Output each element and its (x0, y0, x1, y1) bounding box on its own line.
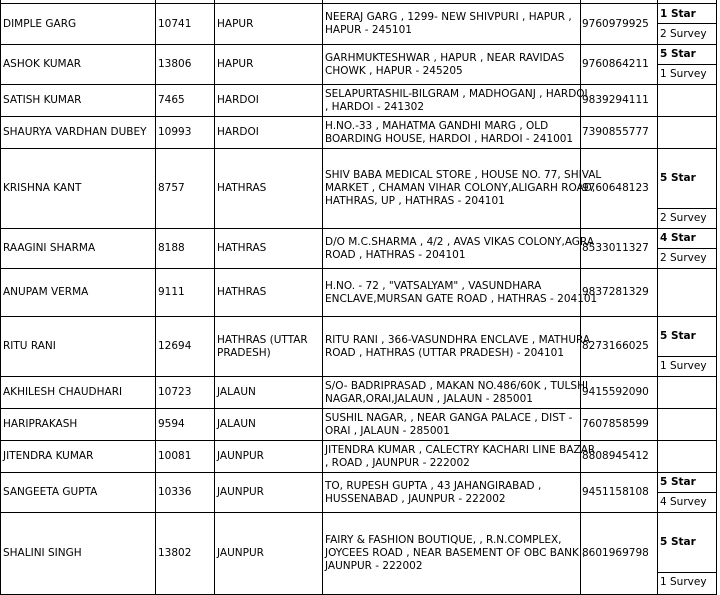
code-cell (158, 317, 212, 376)
district-cell (217, 441, 321, 472)
name-cell-text: ASHOK KUMAR (3, 58, 82, 70)
survey-count: 2 Survey (660, 252, 707, 264)
phone-cell-text: 8273166025 (582, 340, 649, 352)
name-cell (3, 317, 153, 376)
name-cell-text: RITU RANI (3, 340, 56, 352)
code-cell (158, 377, 212, 408)
code-cell-text: 10741 (158, 17, 192, 30)
district-cell-text: HATHRAS (217, 182, 267, 194)
phone-cell-text: 9415592090 (582, 386, 649, 398)
name-cell (3, 409, 153, 440)
phone-cell (582, 117, 656, 148)
address-cell-line: JITENDRA KUMAR , CALECTRY KACHARI LINE BAZAR (325, 443, 596, 456)
address-cell (325, 229, 595, 268)
address-cell-line: HATHRAS, UP , HATHRAS - 204101 (325, 195, 505, 207)
phone-cell-text: 7390855777 (582, 126, 649, 138)
address-cell-line: JAUNPUR - 222002 (325, 560, 423, 572)
code-cell (158, 473, 212, 512)
code-cell (158, 441, 212, 472)
grid-line (657, 0, 658, 595)
star-rating: 5 Star (660, 48, 696, 60)
address-cell-line: ORAI , JALAUN - 285001 (325, 424, 450, 437)
grid-line (657, 248, 716, 249)
phone-cell-text: 8533011327 (582, 242, 649, 254)
phone-cell (582, 85, 656, 116)
district-cell-text: HATHRAS (217, 242, 267, 254)
code-cell-text: 8757 (158, 182, 185, 194)
address-cell-line: JOYCEES ROAD , NEAR BASEMENT OF OBC BANK , (325, 547, 586, 559)
phone-cell (582, 229, 656, 268)
district-cell (217, 45, 321, 84)
name-cell-text: SATISH KUMAR (3, 94, 82, 106)
name-cell (3, 269, 153, 316)
phone-cell (582, 4, 656, 44)
phone-cell (582, 409, 656, 440)
district-cell-text: HATHRAS (217, 286, 267, 298)
survey-count: 2 Survey (660, 28, 707, 40)
address-cell (325, 4, 580, 44)
code-cell-text: 10081 (158, 450, 192, 462)
code-cell (158, 269, 212, 316)
address-cell-line: NEERAJ GARG , 1299- NEW SHIVPURI , HAPUR , (325, 11, 572, 23)
address-cell (325, 117, 580, 148)
district-cell (217, 317, 321, 376)
address-cell-line: ROAD , HATHRAS - 204101 (325, 248, 466, 261)
name-cell (3, 45, 153, 84)
phone-cell-text: 7607858599 (582, 418, 649, 430)
name-cell-text: SHAURYA VARDHAN DUBEY (3, 126, 147, 138)
address-cell-line: SELAPURTASHIL-BILGRAM , MADHOGANJ , HARDOI (325, 87, 588, 100)
code-cell-text: 10336 (158, 486, 192, 498)
address-cell-line: HUSSENABAD , JAUNPUR - 222002 (325, 492, 506, 505)
grid-line (155, 0, 156, 595)
name-cell (3, 441, 153, 472)
address-cell-line: BOARDING HOUSE, HARDOI , HARDOI - 241001 (325, 132, 574, 145)
code-cell-text: 8188 (158, 242, 185, 254)
name-cell-text: RAAGINI SHARMA (3, 242, 96, 254)
address-cell (325, 377, 589, 408)
address-cell-line: SUSHIL NAGAR, , NEAR GANGA PALACE , DIST - (325, 411, 573, 424)
name-cell-text: DIMPLE GARG (3, 17, 77, 30)
phone-cell-text: 9451158108 (582, 486, 649, 498)
code-cell (158, 4, 212, 44)
district-cell-text: JAUNPUR (217, 486, 264, 498)
grid-line (657, 23, 716, 24)
district-cell-line: PRADESH) (217, 346, 271, 359)
address-cell (325, 317, 591, 376)
grid-line (657, 492, 716, 493)
grid-line (322, 0, 323, 595)
name-cell (3, 473, 153, 512)
phone-cell-text: 9837281329 (582, 286, 649, 298)
survey-count: 1 Survey (660, 68, 707, 80)
name-cell (3, 513, 153, 594)
phone-cell-text: 8808945412 (582, 450, 649, 462)
star-rating: 1 Star (660, 8, 696, 20)
district-cell-line: HATHRAS (UTTAR (217, 333, 308, 346)
address-cell-line: MARKET , CHAMAN VIHAR COLONY,ALIGARH ROAD, (325, 182, 596, 194)
code-cell-text: 7465 (158, 94, 185, 106)
district-cell-text: HARDOI (217, 126, 259, 138)
district-cell (217, 473, 321, 512)
district-cell-text: HAPUR (217, 58, 254, 70)
code-cell (158, 229, 212, 268)
code-cell-text: 10993 (158, 126, 192, 138)
star-rating: 5 Star (660, 330, 696, 342)
code-cell-text: 10723 (158, 386, 192, 398)
address-cell-line: TO, RUPESH GUPTA , 43 JAHANGIRABAD , (325, 479, 542, 492)
star-rating: 5 Star (660, 536, 696, 548)
code-cell (158, 513, 212, 594)
star-rating: 4 Star (660, 232, 696, 244)
name-cell-text: ANUPAM VERMA (3, 286, 89, 298)
district-cell (217, 513, 321, 594)
phone-cell (582, 317, 656, 376)
code-cell (158, 117, 212, 148)
phone-cell (582, 45, 656, 84)
address-cell-line: , HARDOI - 241302 (325, 100, 425, 113)
phone-cell (582, 441, 656, 472)
district-cell (217, 85, 321, 116)
district-cell-text: JALAUN (217, 418, 256, 430)
address-cell-line: RITU RANI , 366-VASUNDHRA ENCLAVE , MATHURA (325, 333, 591, 346)
name-cell-text: JITENDRA KUMAR (3, 450, 94, 462)
name-cell (3, 85, 153, 116)
phone-cell (582, 377, 656, 408)
address-cell-line: FAIRY & FASHION BOUTIQUE, , R.N.COMPLEX, (325, 534, 562, 546)
address-cell-line: ROAD , HATHRAS (UTTAR PRADESH) - 204101 (325, 346, 565, 359)
district-cell-text: JAUNPUR (217, 547, 264, 559)
code-cell (158, 149, 212, 228)
name-cell-text: AKHILESH CHAUDHARI (3, 386, 123, 398)
district-cell-text: HAPUR (217, 17, 254, 30)
district-cell (217, 377, 321, 408)
district-cell-text: HARDOI (217, 94, 259, 106)
address-cell (325, 409, 580, 440)
code-cell-text: 13802 (158, 547, 192, 559)
name-cell (3, 229, 153, 268)
address-cell (325, 441, 596, 472)
phone-cell-text: 9839294111 (582, 94, 649, 106)
code-cell-text: 9594 (158, 418, 185, 430)
district-cell-text: JAUNPUR (217, 450, 264, 462)
code-cell-text: 13806 (158, 58, 192, 70)
district-cell (217, 409, 321, 440)
district-cell (217, 117, 321, 148)
grid-line (716, 0, 717, 595)
code-cell (158, 409, 212, 440)
name-cell (3, 377, 153, 408)
address-cell-line: H.NO.-33 , MAHATMA GANDHI MARG , OLD (325, 119, 549, 132)
grid-line (214, 0, 215, 595)
address-cell (325, 45, 580, 84)
survey-count: 1 Survey (660, 360, 707, 372)
grid-line (657, 572, 716, 573)
name-cell (3, 4, 153, 44)
grid-line (657, 208, 716, 209)
survey-count: 1 Survey (660, 576, 707, 588)
district-cell (217, 269, 321, 316)
phone-cell (582, 149, 656, 228)
address-cell-line: S/O- BADRIPRASAD , MAKAN NO.486/60K , TULSHI (325, 379, 589, 392)
address-cell (325, 473, 580, 512)
address-cell-line: H.NO. - 72 , "VATSALYAM" , VASUNDHARA (325, 279, 542, 292)
code-cell (158, 85, 212, 116)
address-cell-line: D/O M.C.SHARMA , 4/2 , AVAS VIKAS COLONY,AGRA (325, 235, 595, 248)
phone-cell (582, 513, 656, 594)
phone-cell-text: 9760864211 (582, 58, 649, 70)
code-cell-text: 9111 (158, 286, 185, 298)
star-rating: 5 Star (660, 476, 696, 488)
phone-cell-text: 9760648123 (582, 182, 649, 194)
name-cell-text: SANGEETA GUPTA (3, 486, 98, 498)
code-cell-text: 12694 (158, 340, 192, 352)
phone-cell-text: 8601969798 (582, 547, 649, 559)
phone-cell (582, 269, 656, 316)
district-cell (217, 4, 321, 44)
address-cell (325, 85, 588, 116)
district-cell (217, 229, 321, 268)
name-cell (3, 117, 153, 148)
address-cell (325, 513, 586, 594)
address-cell (325, 269, 598, 316)
address-cell (325, 149, 602, 228)
grid-line (0, 0, 1, 595)
address-cell-line: GARHMUKTESHWAR , HAPUR , NEAR RAVIDAS (325, 51, 565, 64)
address-cell-line: ENCLAVE,MURSAN GATE ROAD , HATHRAS - 204101 (325, 292, 598, 305)
survey-count: 4 Survey (660, 496, 707, 508)
survey-count: 2 Survey (660, 212, 707, 224)
address-cell-line: NAGAR,ORAI,JALAUN , JALAUN - 285001 (325, 392, 533, 405)
name-cell-text: SHALINI SINGH (3, 547, 82, 559)
star-rating: 5 Star (660, 172, 696, 184)
code-cell (158, 45, 212, 84)
grid-line (657, 64, 716, 65)
address-cell-line: , ROAD , JAUNPUR - 222002 (325, 456, 470, 469)
address-cell-line: SHIV BABA MEDICAL STORE , HOUSE NO. 77, SHIVAL (325, 169, 602, 181)
district-cell (217, 149, 321, 228)
address-cell-line: CHOWK , HAPUR - 245205 (325, 64, 463, 77)
name-cell-text: HARIPRAKASH (3, 418, 78, 430)
name-cell (3, 149, 153, 228)
name-cell-text: KRISHNA KANT (3, 182, 82, 194)
address-cell-line: HAPUR - 245101 (325, 24, 412, 36)
phone-cell (582, 473, 656, 512)
district-cell-text: JALAUN (217, 386, 256, 398)
grid-line (657, 356, 716, 357)
phone-cell-text: 9760979925 (582, 17, 649, 30)
